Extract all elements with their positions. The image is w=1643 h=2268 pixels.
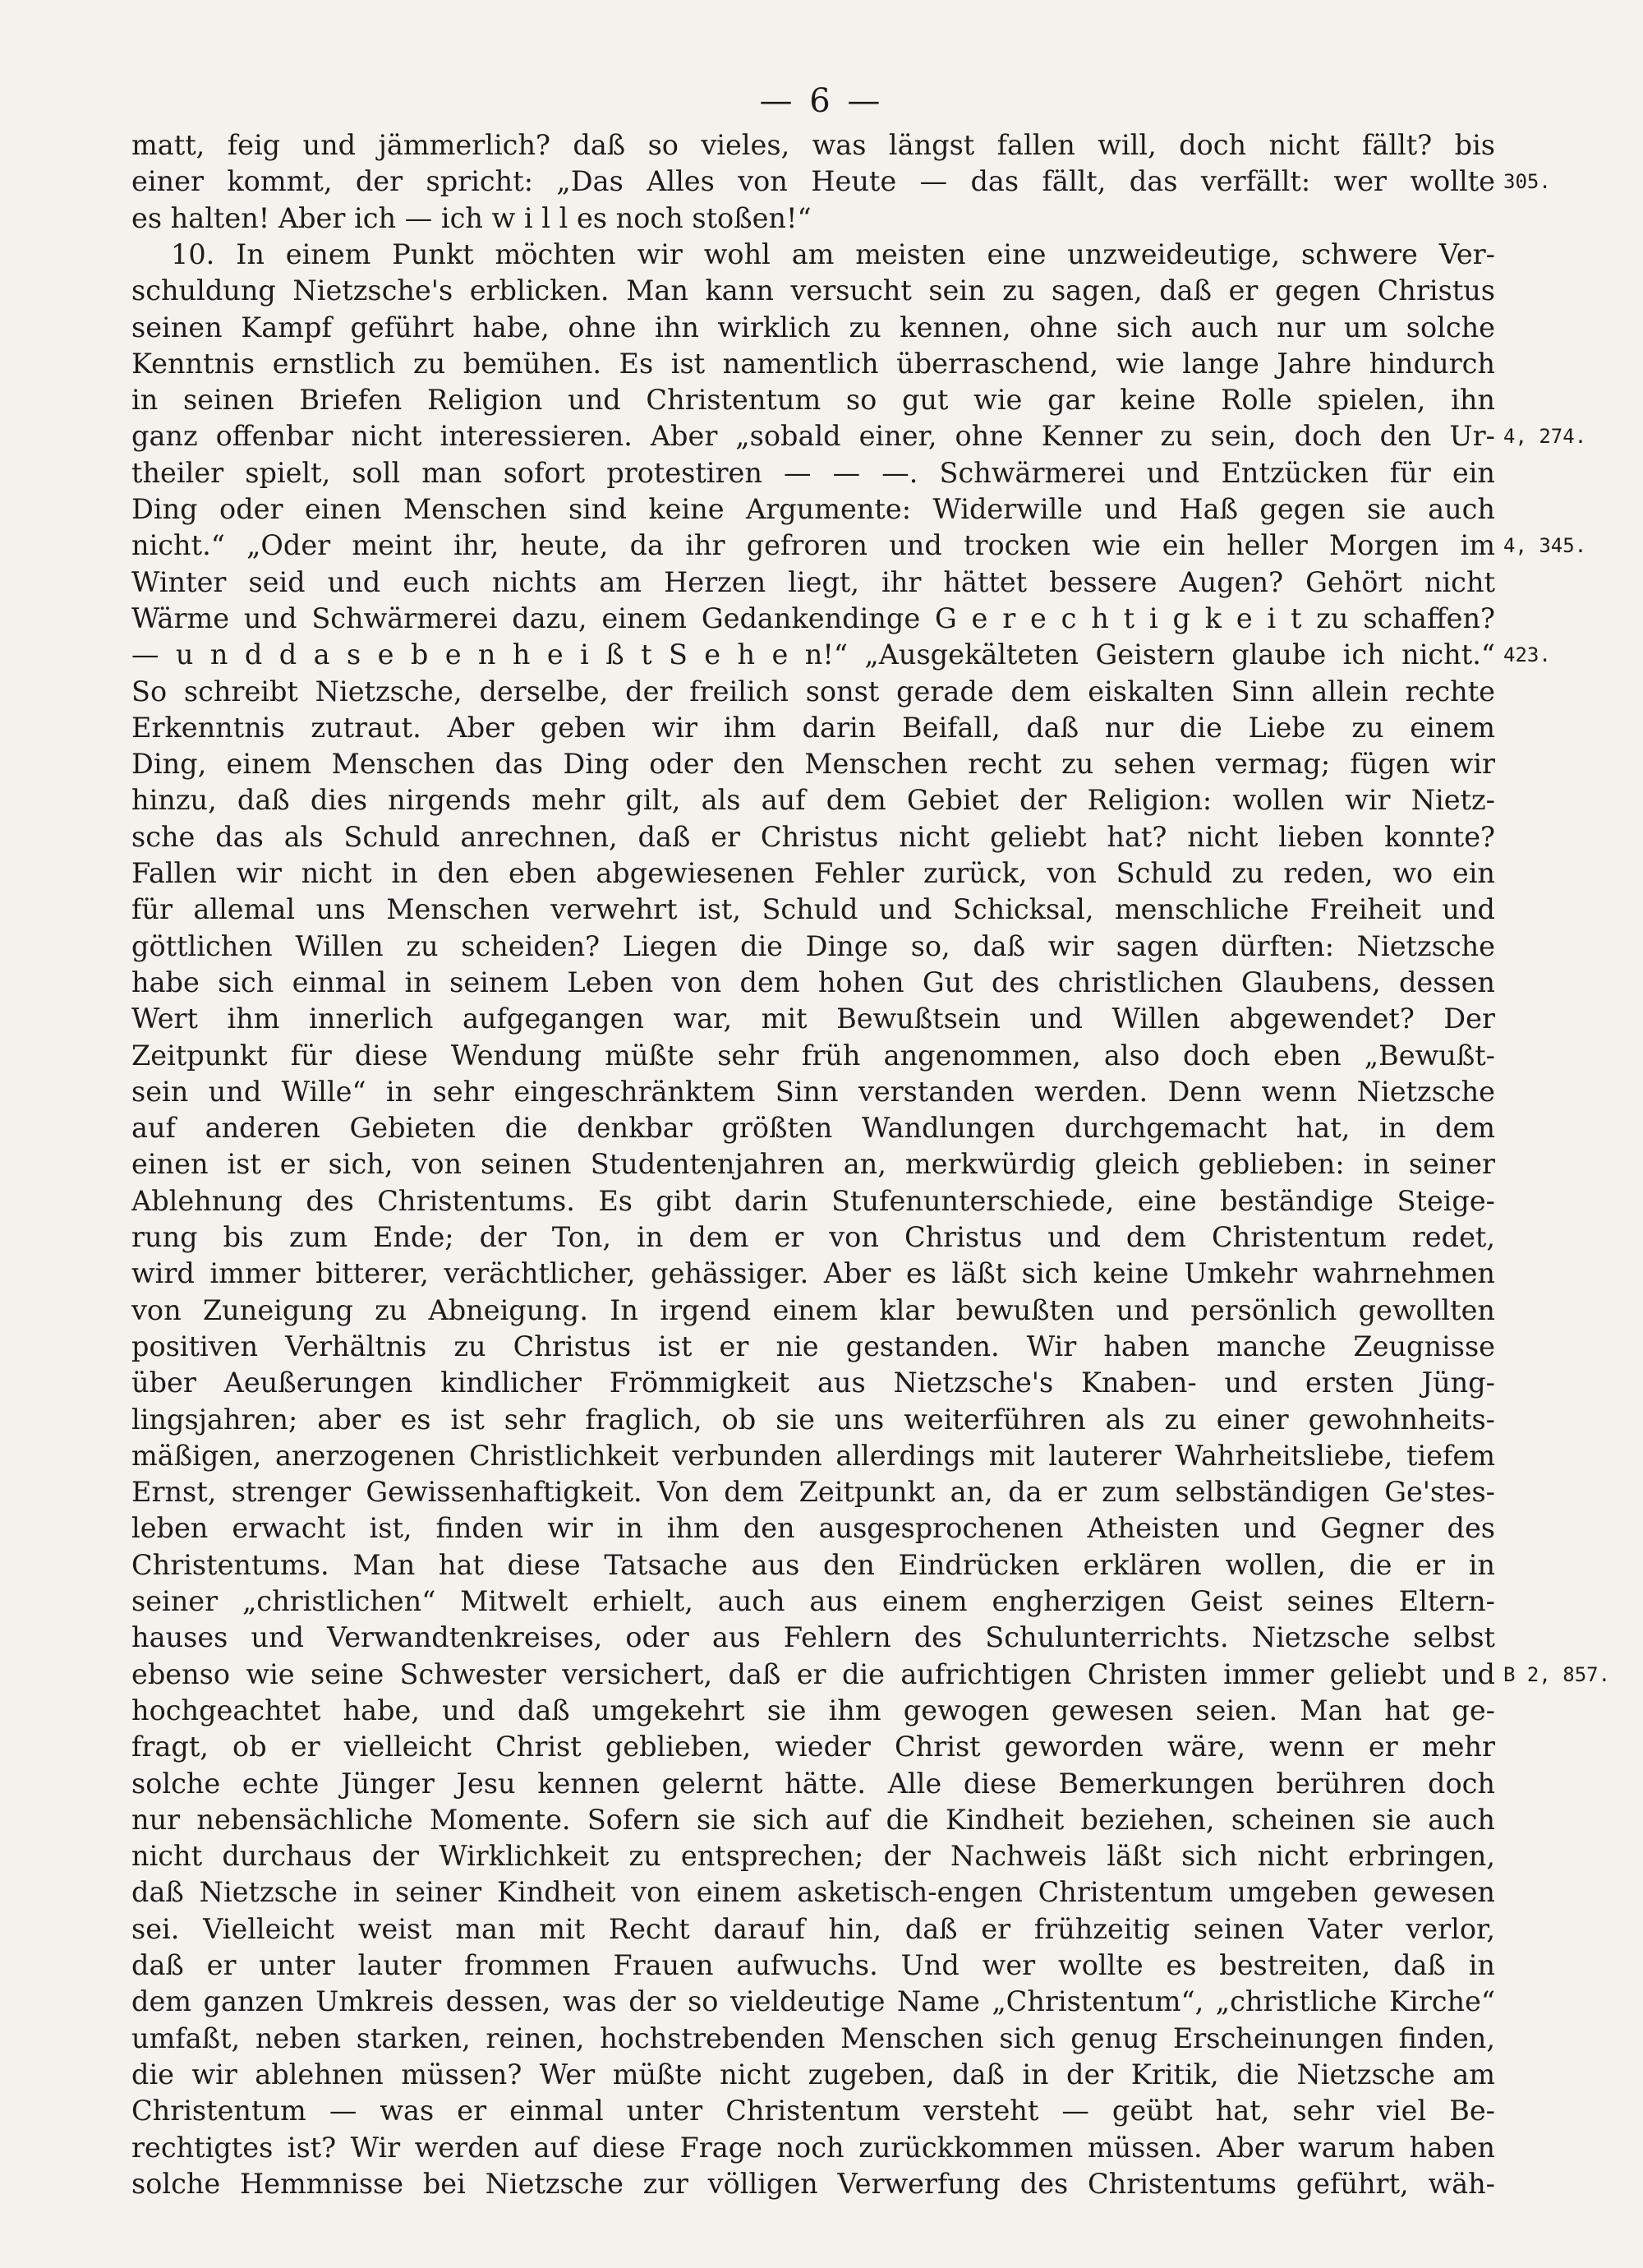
text-line: — u n d d a s e b e n h e i ß t S e h e n!“ „Ausgekälteten Geistern glaube ich nicht.“ — [131, 638, 1495, 671]
text-line: Ernst, strenger Gewissenhaftigkeit. Von dem Zeitpunkt an, da er zum selbständigen Ge'stes- — [131, 1476, 1495, 1509]
margin-reference: 4, 274. — [1503, 425, 1587, 449]
text-line: mäßigen, anerzogenen Christlichkeit verbunden allerdings mit lauterer Wahrheitsliebe, tiefem — [131, 1439, 1495, 1472]
text-line: nicht durchaus der Wirklichkeit zu entsprechen; der Nachweis läßt sich nicht erbringen, — [131, 1840, 1495, 1873]
text-line: hauses und Verwandtenkreises, oder aus Fehlern des Schulunterrichts. Nietzsche selbst — [131, 1621, 1495, 1654]
text-line: schuldung Nietzsche's erblicken. Man kann versucht sein zu sagen, daß er gegen Christus — [131, 274, 1495, 307]
page-number: — 6 — — [759, 82, 884, 120]
text-line: seiner „christlichen“ Mitwelt erhielt, auch aus einem engherzigen Geist seines Eltern- — [131, 1585, 1495, 1617]
text-line: Wärme und Schwärmerei dazu, einem Gedankendinge G e r e c h t i g k e i t zu schaffen? — [131, 602, 1495, 634]
text-line: Ablehnung des Christentums. Es gibt darin Stufenunterschiede, eine beständige Steige- — [131, 1184, 1495, 1217]
text-line: Ding, einem Menschen das Ding oder den Menschen recht zu sehen vermag; fügen wir — [131, 748, 1495, 781]
text-line: nicht.“ „Oder meint ihr, heute, da ihr gefroren und trocken wie ein heller Morgen im — [131, 529, 1495, 562]
text-line: Christentums. Man hat diese Tatsache aus den Eindrücken erklären wollen, die er in — [131, 1548, 1495, 1581]
text-line: umfaßt, neben starken, reinen, hochstrebenden Menschen sich genug Erscheinungen finden, — [131, 2021, 1495, 2054]
text-line: göttlichen Willen zu scheiden? Liegen die Dinge so, daß wir sagen dürften: Nietzsche — [131, 929, 1495, 962]
text-line: Erkenntnis zutraut. Aber geben wir ihm darin Beifall, daß nur die Liebe zu einem — [131, 711, 1495, 744]
text-line: daß Nietzsche in seiner Kindheit von einem asketisch-engen Christentum umgeben gewesen — [131, 1876, 1495, 1909]
text-line: Zeitpunkt für diese Wendung müßte sehr früh angenommen, also doch eben „Bewußt- — [131, 1039, 1495, 1072]
text-line: von Zuneigung zu Abneigung. In irgend einem klar bewußten und persönlich gewollten — [131, 1293, 1495, 1326]
text-line: dem ganzen Umkreis dessen, was der so vieldeutige Name „Christentum“, „christliche Kirche“ — [131, 1985, 1495, 2018]
text-line: ebenso wie seine Schwester versichert, daß er die aufrichtigen Christen immer geliebt und — [131, 1657, 1495, 1690]
text-line: fragt, ob er vielleicht Christ geblieben, wieder Christ geworden wäre, wenn er mehr — [131, 1731, 1495, 1763]
margin-reference: B 2, 857. — [1503, 1662, 1611, 1686]
text-line: habe sich einmal in seinem Leben von dem hohen Gut des christlichen Glaubens, dessen — [131, 966, 1495, 998]
margin-reference: 305. — [1503, 170, 1551, 194]
text-line: seinen Kampf geführt habe, ohne ihn wirklich zu kennen, ohne sich auch nur um solche — [131, 311, 1495, 343]
text-line: lingsjahren; aber es ist sehr fraglich, ob sie uns weiterführen als zu einer gewohnheits- — [131, 1403, 1495, 1436]
text-line: rung bis zum Ende; der Ton, in dem er von Christus und dem Christentum redet, — [131, 1221, 1495, 1253]
text-line: einen ist er sich, von seinen Studentenjahren an, merkwürdig gleich geblieben: in seiner — [131, 1148, 1495, 1181]
text-line: matt, feig und jämmerlich? daß so vieles, was längst fallen will, doch nicht fällt? bis — [131, 129, 1495, 161]
margin-reference: 423. — [1503, 643, 1551, 667]
text-line: Christentum — was er einmal unter Christentum versteht — geübt hat, sehr viel Be- — [131, 2095, 1495, 2127]
text-line: es halten! Aber ich — ich w i l l es noch stoßen!“ — [131, 201, 812, 234]
text-line: über Aeußerungen kindlicher Frömmigkeit aus Nietzsche's Knaben- und ersten Jüng- — [131, 1367, 1495, 1399]
text-line: daß er unter lauter frommen Frauen aufwuchs. Und wer wollte es bestreiten, daß in — [131, 1949, 1495, 1981]
text-line: einer kommt, der spricht: „Das Alles von Heute — das fällt, das verfällt: wer wollte — [131, 165, 1495, 198]
text-line: Fallen wir nicht in den eben abgewiesenen Fehler zurück, von Schuld zu reden, wo ein — [131, 857, 1495, 889]
text-line: in seinen Briefen Religion und Christentum so gut wie gar keine Rolle spielen, ihn — [131, 384, 1495, 417]
text-line: theiler spielt, soll man sofort protestiren — — —. Schwärmerei und Entzücken für ein — [131, 456, 1495, 489]
text-line: sche das als Schuld anrechnen, daß er Christus nicht geliebt hat? nicht lieben konnte? — [131, 820, 1495, 853]
text-line: auf anderen Gebieten die denkbar größten Wandlungen durchgemacht hat, in dem — [131, 1112, 1495, 1145]
text-line: Wert ihm innerlich aufgegangen war, mit Bewußtsein und Willen abgewendet? Der — [131, 1003, 1495, 1035]
text-line: solche echte Jünger Jesu kennen gelernt hätte. Alle diese Bemerkungen berühren doch — [131, 1767, 1495, 1800]
text-line: solche Hemmnisse bei Nietzsche zur völligen Verwerfung des Christentums geführt, wäh- — [131, 2167, 1495, 2200]
text-line: 10. In einem Punkt möchten wir wohl am meisten eine unzweideutige, schwere Ver- — [171, 237, 1495, 270]
text-line: für allemal uns Menschen verwehrt ist, Schuld und Schicksal, menschliche Freiheit und — [131, 893, 1495, 926]
text-line: die wir ablehnen müssen? Wer müßte nicht zugeben, daß in der Kritik, die Nietzsche am — [131, 2058, 1495, 2091]
text-line: sein und Wille“ in sehr eingeschränktem Sinn verstanden werden. Denn wenn Nietzsche — [131, 1075, 1495, 1108]
text-line: wird immer bitterer, verächtlicher, gehässiger. Aber es läßt sich keine Umkehr wahrnehmen — [131, 1257, 1495, 1290]
text-line: hinzu, daß dies nirgends mehr gilt, als auf dem Gebiet der Religion: wollen wir Nietz- — [131, 784, 1495, 817]
text-line: rechtigtes ist? Wir werden auf diese Frage noch zurückkommen müssen. Aber warum haben — [131, 2131, 1495, 2164]
text-line: leben erwacht ist, finden wir in ihm den ausgesprochenen Atheisten und Gegner des — [131, 1512, 1495, 1545]
text-line: hochgeachtet habe, und daß umgekehrt sie ihm gewogen gewesen seien. Man hat ge- — [131, 1694, 1495, 1726]
text-line: Ding oder einen Menschen sind keine Argumente: Widerwille und Haß gegen sie auch — [131, 493, 1495, 525]
text-line: Winter seid und euch nichts am Herzen liegt, ihr hättet bessere Augen? Gehört nicht — [131, 565, 1495, 598]
text-line: nur nebensächliche Momente. Sofern sie sich auf die Kindheit beziehen, scheinen sie auch — [131, 1803, 1495, 1836]
text-line: sei. Vielleicht weist man mit Recht darauf hin, daß er frühzeitig seinen Vater verlor, — [131, 1912, 1495, 1945]
margin-reference: 4, 345. — [1503, 534, 1587, 558]
text-line: ganz offenbar nicht interessieren. Aber „sobald einer, ohne Kenner zu sein, doch den Ur- — [131, 420, 1495, 453]
text-line: Kenntnis ernstlich zu bemühen. Es ist namentlich überraschend, wie lange Jahre hindurch — [131, 347, 1495, 380]
text-line: positiven Verhältnis zu Christus ist er nie gestanden. Wir haben manche Zeugnisse — [131, 1330, 1495, 1362]
text-line: So schreibt Nietzsche, derselbe, der freilich sonst gerade dem eiskalten Sinn allein rechte — [131, 675, 1495, 708]
